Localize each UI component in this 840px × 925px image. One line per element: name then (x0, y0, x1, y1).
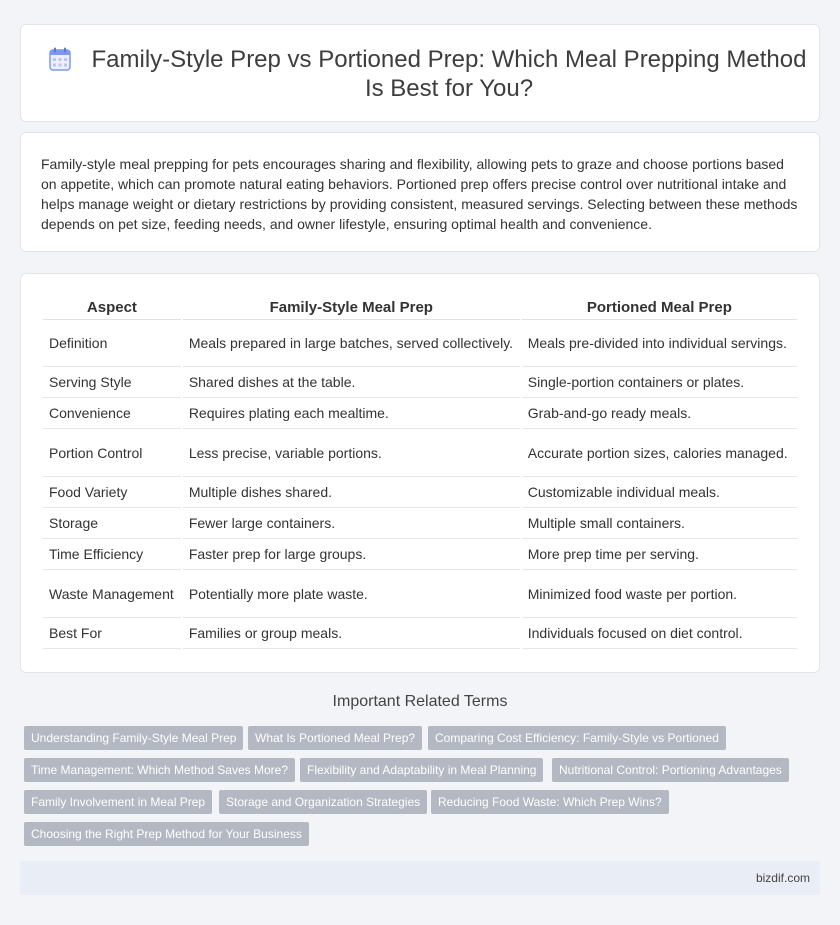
page-title: Family-Style Prep vs Portioned Prep: Which Meal Prepping Method Is Best for You? (91, 46, 807, 102)
row-family-style: Families or group meals. (183, 618, 520, 649)
row-family-style: Faster prep for large groups. (183, 539, 520, 570)
row-family-style: Less precise, variable portions. (183, 429, 520, 477)
table-row (43, 367, 797, 398)
header-family-style: Family-Style Meal Prep (183, 294, 520, 320)
intro-paragraph: Family-style meal prepping for pets encourages sharing and flexibility, allowing pets to graze and choose portions based on appetite, which can promote natural eating behaviors. Portioned prep offers precise control over nutritional intake and helps manage weight or dietary restrictions by providing consistent, measured servings. Selecting between these methods depends on pet size, feeding needs, and owner lifestyle, ensuring optimal health and convenience. (41, 156, 798, 232)
row-portioned: Accurate portion sizes, calories managed. (522, 429, 797, 477)
row-family-style: Multiple dishes shared. (183, 477, 520, 508)
row-aspect: Best For (43, 618, 181, 649)
row-portioned: Multiple small containers. (522, 508, 797, 539)
row-portioned: Minimized food waste per portion. (522, 570, 797, 618)
intro-card (20, 132, 820, 252)
row-family-style: Requires plating each mealtime. (183, 398, 520, 429)
footer (20, 861, 820, 895)
related-term-tag[interactable]: Flexibility and Adaptability in Meal Planning (300, 758, 543, 782)
table-row (43, 618, 797, 649)
row-family-style: Potentially more plate waste. (183, 570, 520, 618)
row-family-style: Shared dishes at the table. (183, 367, 520, 398)
row-portioned: Individuals focused on diet control. (522, 618, 797, 649)
row-aspect: Definition (43, 320, 181, 367)
row-aspect: Convenience (43, 398, 181, 429)
row-aspect: Waste Management (43, 570, 181, 618)
row-aspect: Portion Control (43, 429, 181, 477)
row-aspect: Time Efficiency (43, 539, 181, 570)
header-aspect: Aspect (43, 294, 181, 320)
row-aspect: Serving Style (43, 367, 181, 398)
table-row (43, 320, 797, 367)
table-header-row (43, 294, 797, 320)
related-term-tag[interactable]: Reducing Food Waste: Which Prep Wins? (431, 790, 669, 814)
row-portioned: More prep time per serving. (522, 539, 797, 570)
related-term-tag[interactable]: Storage and Organization Strategies (219, 790, 427, 814)
related-term-tag[interactable]: Nutritional Control: Portioning Advantages (552, 758, 789, 782)
related-term-tag[interactable]: Time Management: Which Method Saves More? (24, 758, 295, 782)
row-aspect: Food Variety (43, 477, 181, 508)
table-row (43, 508, 797, 539)
related-terms-title: Important Related Terms (332, 693, 508, 710)
header-portioned: Portioned Meal Prep (522, 294, 797, 320)
related-term-tag[interactable]: Choosing the Right Prep Method for Your Business (24, 822, 309, 846)
row-family-style: Fewer large containers. (183, 508, 520, 539)
row-portioned: Single-portion containers or plates. (522, 367, 797, 398)
header-card (20, 24, 820, 122)
comparison-table-card (20, 273, 820, 673)
related-term-tag[interactable]: Family Involvement in Meal Prep (24, 790, 212, 814)
related-term-tag[interactable]: Comparing Cost Efficiency: Family-Style vs Portioned (428, 726, 726, 750)
table-row (43, 539, 797, 570)
row-portioned: Customizable individual meals. (522, 477, 797, 508)
row-family-style: Meals prepared in large batches, served collectively. (183, 320, 520, 367)
row-portioned: Meals pre-divided into individual servings. (522, 320, 797, 367)
table-row (43, 570, 797, 618)
table-row (43, 477, 797, 508)
related-term-tag[interactable]: Understanding Family-Style Meal Prep (24, 726, 243, 750)
comparison-table (41, 294, 799, 649)
table-row (43, 429, 797, 477)
related-term-tag[interactable]: What Is Portioned Meal Prep? (248, 726, 422, 750)
footer-site-link[interactable]: bizdif.com (755, 871, 810, 885)
row-portioned: Grab-and-go ready meals. (522, 398, 797, 429)
calendar-icon (49, 47, 71, 71)
row-aspect: Storage (43, 508, 181, 539)
table-row (43, 398, 797, 429)
